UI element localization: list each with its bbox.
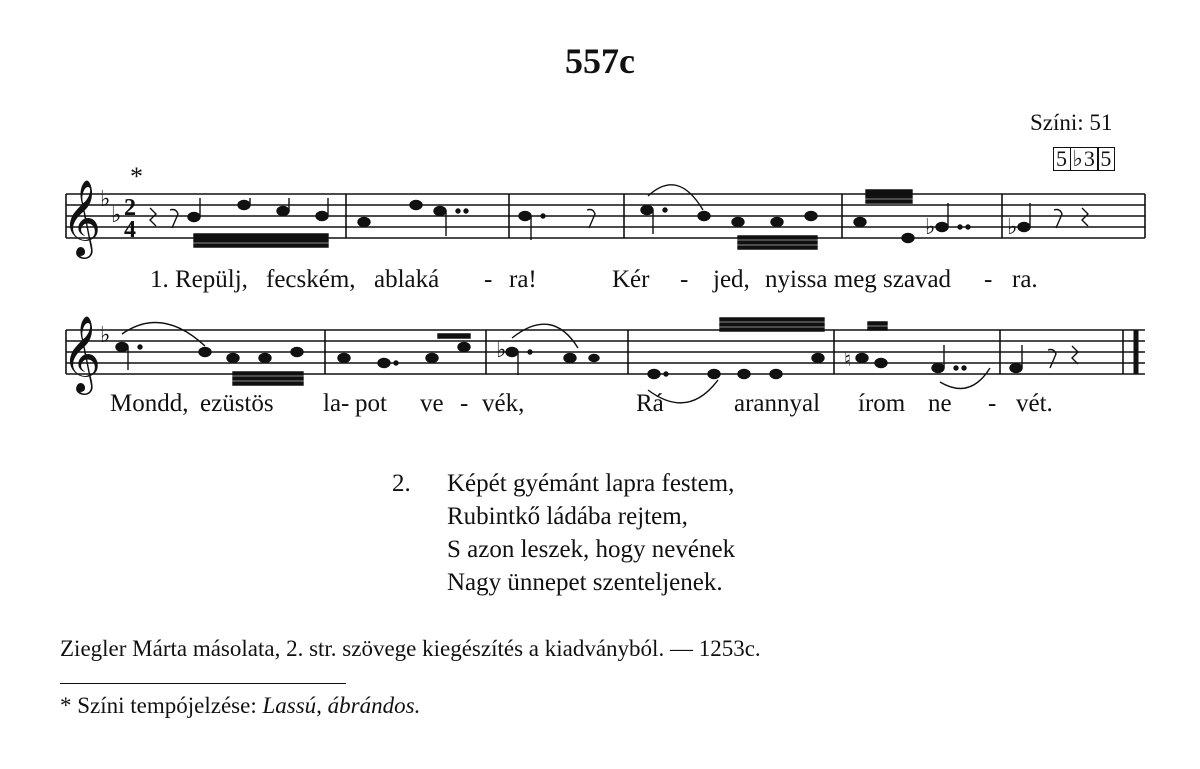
flat-icon: ♭ <box>100 323 111 348</box>
lyric-word: Mondd, <box>110 390 189 417</box>
lyric-word: 1. Repülj, <box>150 266 248 293</box>
lyric-word: Kér <box>612 266 650 293</box>
time-signature-bottom: 4 <box>124 217 136 243</box>
svg-text:♭: ♭ <box>1007 215 1018 240</box>
svg-text:♭: ♭ <box>925 215 936 240</box>
song-number: 557c <box>565 41 635 81</box>
lyric-word: pot <box>355 390 387 417</box>
lyric-word: vék, <box>482 390 525 417</box>
lyric-word: ra! <box>509 266 537 293</box>
lyric-word: nyissa meg szavad <box>765 266 952 293</box>
verse-line: Rubintkő ládába rejtem, <box>447 503 688 530</box>
lyric-word: ablaká <box>374 266 440 293</box>
treble-clef-icon: 𝄞 <box>62 315 102 392</box>
flat-icon: ♭ <box>111 203 122 228</box>
lyric-word: ne <box>928 390 952 417</box>
footnote-divider <box>60 683 346 684</box>
source-reference: Színi: 51 <box>1030 110 1113 135</box>
time-signature-top: 2 <box>124 195 136 221</box>
source-note: Ziegler Márta másolata, 2. str. szövege kiegészítés a kiadványból. — 1253c. <box>60 636 761 661</box>
footnote-marker: * <box>60 693 72 718</box>
scale-mark-2: ♭3 <box>1070 147 1099 171</box>
scale-mark-3: 5 <box>1097 147 1115 171</box>
tempo-asterisk: * <box>130 162 143 191</box>
footnote-text: Színi tempójelzése: <box>77 693 257 718</box>
lyric-word: fecském, <box>266 266 356 293</box>
flat-icon: ♭ <box>100 187 111 212</box>
lyric-word: írom <box>858 390 906 417</box>
lyric-word: arannyal <box>734 390 821 417</box>
treble-clef-icon: 𝄞 <box>62 179 102 256</box>
lyric-word: ezüstös <box>200 390 274 417</box>
lyric-hyphen: - <box>984 266 993 293</box>
verse-line: S azon leszek, hogy nevének <box>447 536 736 563</box>
staff-2 <box>66 330 1145 374</box>
verse-line: Képét gyémánt lapra festem, <box>447 470 735 497</box>
lyric-word: ra. <box>1012 266 1038 293</box>
footnote <box>60 693 420 719</box>
svg-text:♭: ♭ <box>496 338 507 363</box>
verse-number: 2. <box>392 470 411 497</box>
lyric-word: ve <box>420 390 444 417</box>
lyric-hyphen: - <box>484 266 493 293</box>
footnote-tempo: Lassú, ábrándos. <box>262 693 421 718</box>
lyric-hyphen: - <box>988 390 997 417</box>
staff-1 <box>66 194 1145 238</box>
lyric-word: la- <box>323 390 350 417</box>
scale-mark-1: 5 <box>1053 147 1071 171</box>
lyric-word: jed, <box>713 266 750 293</box>
lyric-word: vét. <box>1016 390 1053 417</box>
lyric-word: Rá <box>636 390 664 417</box>
lyric-hyphen: - <box>680 266 689 293</box>
lyric-hyphen: - <box>460 390 469 417</box>
verse-line: Nagy ünnepet szenteljenek. <box>447 569 723 596</box>
svg-text:♮: ♮ <box>844 347 852 371</box>
